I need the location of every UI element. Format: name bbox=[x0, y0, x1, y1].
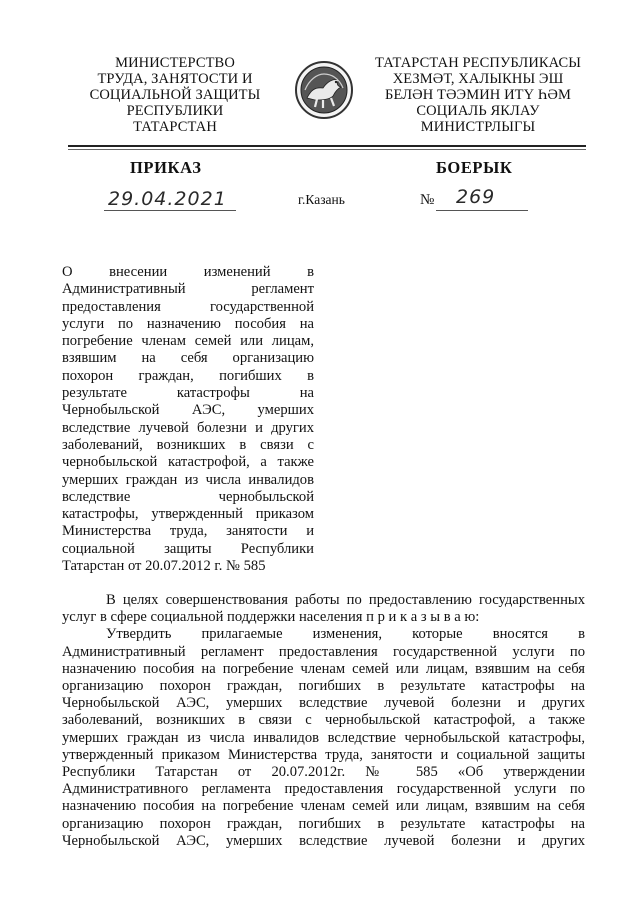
subject-line: погребение членам семей или лицам, bbox=[62, 333, 314, 350]
body-line: В целях совершенствования работы по предоставлению государственных bbox=[106, 592, 585, 608]
ministry-name-ru bbox=[70, 55, 280, 135]
body-line: умерших граждан из числа инвалидов вследствие чернобыльской катастрофы, bbox=[62, 729, 585, 746]
subject-line: услуги по назначению пособия на bbox=[62, 315, 314, 332]
order-subject bbox=[62, 264, 314, 575]
ministry-name-tt-line: СОЦИАЛЬ ЯКЛАУ bbox=[416, 103, 540, 119]
subject-line: результате катастрофы на bbox=[62, 385, 314, 402]
body-line: услуг в сфере социальной поддержки населения п р и к а з ы в а ю: bbox=[62, 609, 480, 626]
subject-line: умерших граждан из числа инвалидов bbox=[62, 471, 314, 488]
subject-line: Административный регламент bbox=[62, 281, 314, 298]
subject-line: катастрофы, утвержденный приказом bbox=[62, 506, 314, 523]
subject-line: Министерства труда, занятости и bbox=[62, 523, 314, 540]
ministry-name-ru-line: МИНИСТЕРСТВО bbox=[115, 55, 235, 71]
body-line: организацию похорон граждан, погибших в результате катастрофы на bbox=[62, 678, 585, 695]
subject-line: Чернобыльской АЭС, умерших bbox=[62, 402, 314, 419]
subject-line: предоставления государственной bbox=[62, 298, 314, 315]
ministry-name-tt-line: МИНИСТРЛЫГЫ bbox=[420, 119, 536, 135]
subject-line: вследствие чернобыльской bbox=[62, 488, 314, 505]
body-line: Чернобыльской АЭС, умерших вследствие лучевой болезни и других bbox=[62, 832, 585, 849]
subject-line: взявшим на себя организацию bbox=[62, 350, 314, 367]
subject-line: О внесении изменений в bbox=[62, 264, 314, 280]
body-line: организацию похорон граждан, погибших в результате катастрофы на bbox=[62, 815, 585, 832]
number-underline bbox=[436, 210, 528, 211]
subject-line: чернобыльской катастрофой, а также bbox=[62, 454, 314, 471]
ministry-name-tt-line: БЕЛӘН ТӘЭМИН ИТҮ ҺӘМ bbox=[385, 87, 571, 103]
order-number: 269 bbox=[456, 186, 496, 208]
order-number-prefix: № bbox=[420, 192, 435, 208]
body-line: Административный регламент предоставления государственной услуги по bbox=[62, 643, 585, 660]
date-underline bbox=[104, 210, 236, 211]
order-city: г.Казань bbox=[298, 192, 345, 207]
body-line: назначению пособия на погребение членам семей или лицам, взявшим на себя bbox=[62, 798, 585, 815]
order-title-tt: БОЕРЫК bbox=[436, 158, 513, 177]
body-line: заболеваний, возникших в связи с чернобыльской катастрофой, а также bbox=[62, 712, 585, 729]
subject-line: вследствие лучевой болезни и других bbox=[62, 419, 314, 436]
tatarstan-coat-of-arms-icon bbox=[293, 60, 355, 120]
ministry-name-ru-line: ТАТАРСТАН bbox=[133, 119, 217, 135]
ministry-name-ru-line: ТРУДА, ЗАНЯТОСТИ И bbox=[97, 71, 253, 87]
body-line: Республики Татарстан от 20.07.2012г. № 585 «Об утверждении bbox=[62, 764, 585, 781]
subject-line: Татарстан от 20.07.2012 г. № 585 bbox=[62, 558, 266, 575]
header-divider-thin bbox=[68, 149, 586, 150]
ministry-name-tt-line: ТАТАРСТАН РЕСПУБЛИКАСЫ bbox=[374, 55, 582, 71]
body-line: Административного регламента предоставления государственной услуги по bbox=[62, 781, 585, 798]
body-line: назначению пособия на погребение членам семей или лицам, взявшим на себя bbox=[62, 660, 585, 677]
subject-line: заболеваний, возникших в связи с bbox=[62, 436, 314, 453]
body-line: Утвердить прилагаемые изменения, которые вносятся в bbox=[106, 626, 585, 643]
order-date: 29.04.2021 bbox=[108, 188, 227, 210]
subject-line: социальной защиты Республики bbox=[62, 540, 314, 557]
order-body bbox=[62, 592, 585, 850]
subject-line: похорон граждан, погибших в bbox=[62, 367, 314, 384]
ministry-name-ru-line: СОЦИАЛЬНОЙ ЗАЩИТЫ bbox=[89, 87, 261, 103]
order-title-ru: ПРИКАЗ bbox=[130, 158, 202, 177]
ministry-name-tt-line: ХЕЗМӘТ, ХАЛЫКНЫ ЭШ bbox=[392, 71, 564, 87]
body-line: утвержденный приказом Министерства труда, занятости и социальной защиты bbox=[62, 746, 585, 763]
header-divider bbox=[68, 145, 586, 147]
body-line: Чернобыльской АЭС, умерших вследствие лучевой болезни и других bbox=[62, 695, 585, 712]
ministry-name-ru-line: РЕСПУБЛИКИ bbox=[126, 103, 224, 119]
ministry-name-tt bbox=[368, 55, 588, 135]
